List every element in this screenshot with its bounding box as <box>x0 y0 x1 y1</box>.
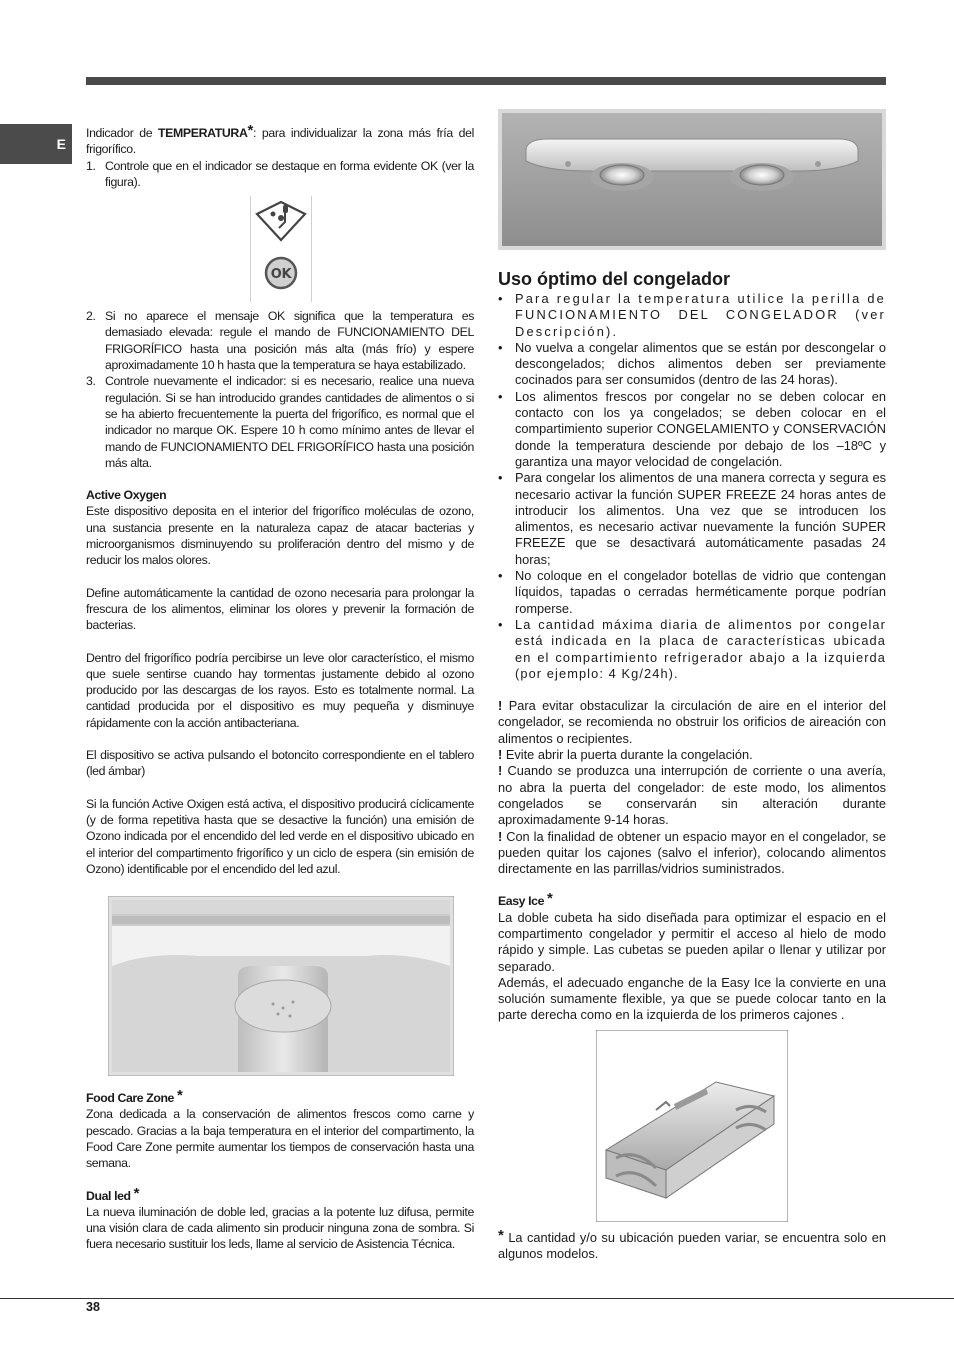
temperature-intro: Indicador de TEMPERATURA*: para individualizar la zona más fría del frigorífico. <box>86 122 474 157</box>
warning-item: ! Para evitar obstaculizar la circulación de aire en el interior del congelador, se recomienda no obstruir los orificios de aireación con alimentos o recipientes. <box>498 698 886 746</box>
freezer-section-heading: Uso óptimo del congelador <box>498 269 731 289</box>
active-oxygen-title: Active Oxygen <box>86 488 167 503</box>
temperature-steps <box>86 158 474 191</box>
dual-led-text: La nueva iluminación de doble led, gracias a la potente luz difusa, permite una visión clara de cada alimento sin producir ninguna zona de sombra. Si fuera necesario sustituir los leds, llame al servicio de Asistencia Técnica. <box>86 1204 474 1252</box>
step-item: 1. Controle que en el indicador se destaque en forma evidente OK (ver la figura). <box>86 158 474 189</box>
left-column <box>86 122 474 1253</box>
temperature-indicator-figure <box>250 196 312 302</box>
easy-ice-title: Easy Ice * <box>498 890 553 909</box>
footer-line <box>0 1298 954 1299</box>
food-care-zone-text: Zona dedicada a la conservación de alimentos frescos como carne y pescado. Gracias a la baja temperatura en el interior del compartimento, la Food Care Zone permite aumentar los tiempos de conservación hasta una semana. <box>86 1107 474 1171</box>
warning-item: ! Cuando se produzca una interrupción de corriente o una avería, no abra la puerta del congelador: de este modo, los alimentos congelados se conservarán sin alteración durante aproximadamente 9-14 horas. <box>498 763 886 828</box>
food-care-zone-image <box>108 896 454 1076</box>
warning-item: ! Evite abrir la puerta durante la congelación. <box>498 747 753 763</box>
food-care-zone-title: Food Care Zone * <box>86 1087 183 1106</box>
warning-item: ! Con la finalidad de obtener un espacio mayor en el congelador, se pueden quitar los cajones (salvo el inferior), colocando alimentos directamente en las parrillas/vidrios suministrados. <box>498 828 886 877</box>
list-item: • No vuelva a congelar alimentos que se están por descongelar o descongelados; dichos alimentos deben ser previamente cocinados para ser consumidos (dentro de las 24 horas). <box>498 340 886 389</box>
ok-indicator-icon <box>251 196 311 302</box>
easy-ice-image <box>596 1030 788 1222</box>
list-item: • No coloque en el congelador botellas de vidrio que contengan líquidos, tapadas o cerradas herméticamente porque podrían romperse. <box>498 568 886 617</box>
right-column <box>498 268 886 1262</box>
page-number: 38 <box>86 1300 100 1314</box>
easy-ice-p1: La doble cubeta ha sido diseñada para optimizar el espacio en el compartimento congelador y permitir el acceso al hielo de modo rápido y simple. Las cubetas se pueden apilar o llenar y utilizar por separado. <box>498 909 886 974</box>
active-oxygen-p3: Dentro del frigorífico podría percibirse un leve olor característico, el mismo que suele sentirse cuando hay tormentas justamente debido al ozono producido por las descargas de los rayos. Esto es totalmente normal. La cantidad producida por el dispositivo es muy pequeña y disminuye rápidamente con la acción antibacteriana. <box>86 650 474 730</box>
list-item: • Para congelar los alimentos de una manera correcta y segura es necesario activar la función SUPER FREEZE 24 horas antes de introducir los alimentos. Una vez que se introducen los alimentos, es necesario activar nuevamente la función SUPER FREEZE que se desactivará automáticamente pasadas 24 horas; <box>498 470 886 568</box>
svg-text:OK: OK <box>270 267 292 283</box>
easy-ice-p2: Además, el adecuado enganche de la Easy Ice la convierte en una solución sumamente flexible, ya que se puede colocar tanto en la parte derecha como en la izquierda de los primeros cajones . <box>498 974 886 1023</box>
footnote: * La cantidad y/o su ubicación pueden variar, se encuentra solo en algunos modelos. <box>498 1226 886 1262</box>
header-bar <box>86 77 886 85</box>
active-oxygen-p5: Si la función Active Oxigen está activa, el dispositivo producirá cíclicamente (y de forma repetitiva hasta que se desactive la función) una emisión de Ozono indicada por el encendido del led verde en el dispositivo ubicado en el interior del compartimento frigorífico y un ciclo de espera (sin emisión de Ozono) identificable por el encendido del led azul. <box>86 796 474 876</box>
active-oxygen-p4: El dispositivo se activa pulsando el botoncito correspondiente en el tablero (led ámbar) <box>86 748 474 779</box>
step-item: 2. Si no aparece el mensaje OK significa que la temperatura es demasiado elevada: regule el mando de FUNCIONAMIENTO DEL FRIGORÍFICO hasta una posición más alta (más frío) y espere aproximadamente 10 h hasta que la temperatura se haya estabilizado. <box>86 309 474 373</box>
language-tab: E <box>0 124 72 164</box>
active-oxygen-p2: Define automáticamente la cantidad de ozono necesaria para prolongar la frescura de los alimentos, eliminar los olores y prevenir la formación de bacterias. <box>86 585 474 633</box>
list-item: • Los alimentos frescos por congelar no se deben colocar en contacto con los ya congelados; se deben colocar en el compartimiento superior CONGELAMIENTO y CONSERVACIÓN donde la temperatura desciende por debajo de los –18ºC y garantiza una mayor velocidad de congelación. <box>498 389 886 470</box>
freezer-tips-list <box>498 291 886 682</box>
step-item: 3. Controle nuevamente el indicador: si es necesario, realice una nueva regulación. Si se han introducido grandes cantidades de alimentos o si se ha abierto frecuentemente la puerta del frigorífico, es normal que el indicador no marque OK. Espere 10 h como mínimo antes de llevar el mando de FUNCIONAMIENTO DEL FRIGORÍFICO hasta una posición más alta. <box>86 374 474 470</box>
active-oxygen-p1: Este dispositivo deposita en el interior del frigorífico moléculas de ozono, una sustancia presente en la naturaleza capaz de atacar bacterias y microorganismos disminuyendo su proliferación dentro del mismo y de reducir los malos olores. <box>86 504 474 568</box>
list-item: • La cantidad máxima diaria de alimentos por congelar está indicada en la placa de características ubicada en el compartimiento refrigerador abajo a la izquierda (por ejemplo: 4 Kg/24h). <box>498 617 886 682</box>
list-item: • Para regular la temperatura utilice la perilla de FUNCIONAMIENTO DEL CONGELADOR (ver Descripción). <box>498 291 886 340</box>
dual-led-image <box>498 109 886 250</box>
dual-led-title: Dual led * <box>86 1184 140 1203</box>
temperature-steps-cont <box>86 308 474 471</box>
